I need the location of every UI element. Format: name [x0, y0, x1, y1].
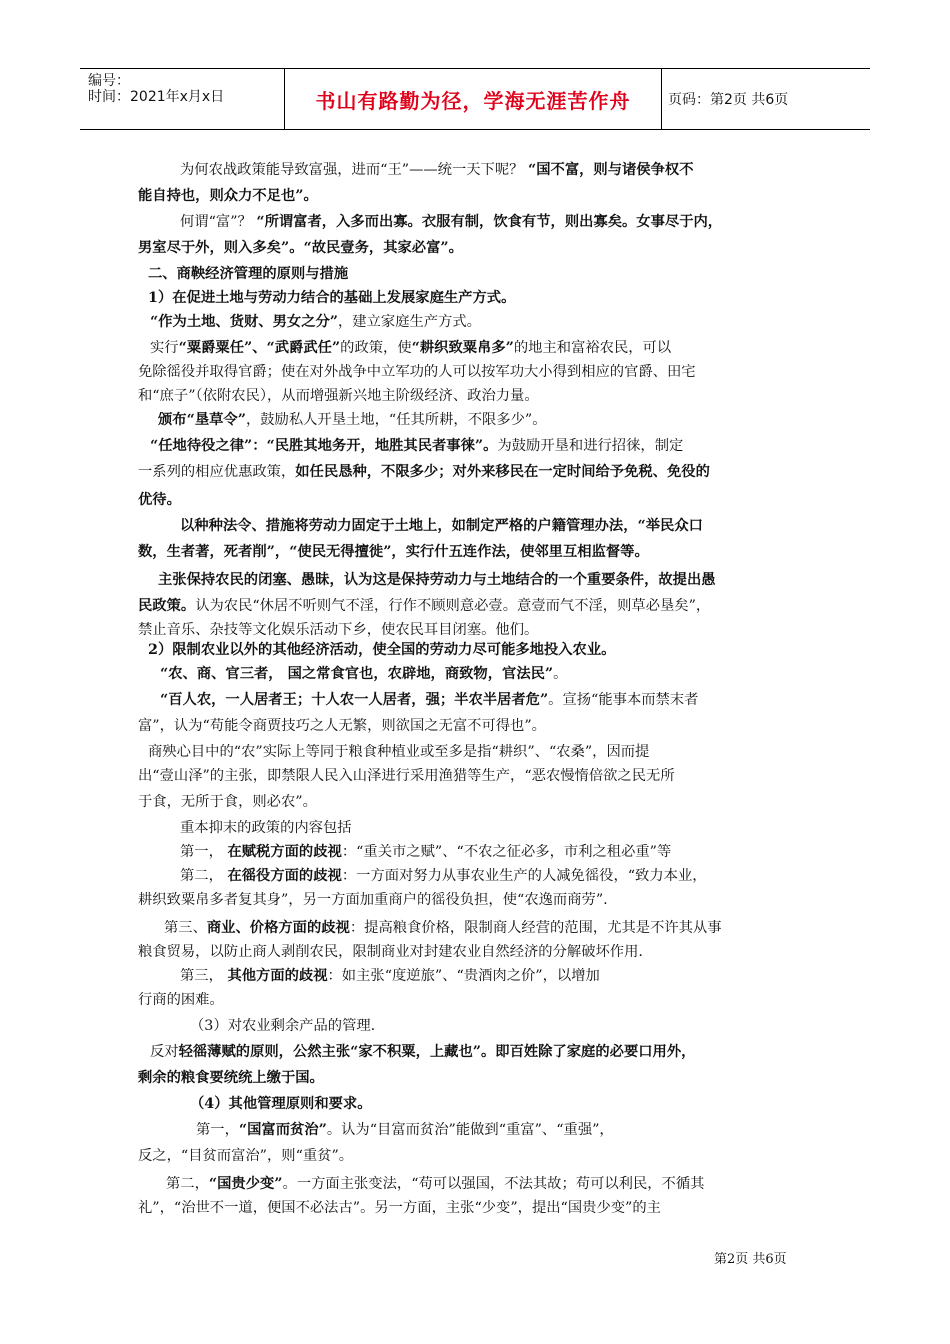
bold-text-segment: 剩余的粮食要统统上缴于国。 [138, 1070, 324, 1086]
text-line [190, 1016, 950, 1036]
text-line [138, 186, 950, 206]
text-segment: 。认为“目富而贫治”能做到“重富”、“重强”， [326, 1122, 614, 1138]
text-segment: 。一方面主张变法，“苟可以强国，不法其故；苟可以利民，不循其 [282, 1176, 705, 1192]
text-segment: 商殃心目中的“农”实际上等同于粮食种植业或至多是指“耕织”、“农桑”，因而提 [148, 744, 650, 760]
text-segment: 行商的困难。 [138, 992, 224, 1008]
header-meta [88, 69, 284, 129]
text-segment: 的政策，使 [340, 340, 412, 356]
bold-text-segment: “粟爵粟任”、“武爵武任” [178, 340, 341, 356]
text-segment: 反对 [150, 1044, 179, 1060]
text-line [138, 462, 950, 482]
text-line [148, 264, 950, 284]
text-segment: 免除徭役并取得官爵；使在对外战争中立军功的人可以按军功大小得到相应的官爵、田宅 [138, 364, 696, 380]
bold-text-segment: “百人农，一人居者王；十人农一人居者，强；半农半居者危” [160, 692, 549, 708]
text-line [138, 990, 950, 1010]
text-line [138, 542, 950, 562]
text-line [164, 918, 950, 938]
text-line [138, 596, 950, 616]
header-motto: 书山有路勤为径，学海无涯苦作舟 [284, 69, 662, 129]
bold-text-segment: “所谓富者，入多而出寡。衣服有制，饮食有节，则出寡矣。女事尽于内， [256, 214, 723, 230]
text-segment: 和“庶子”（依附农民），从而增强新兴地主阶级经济、政治力量。 [138, 388, 539, 404]
doc-date-label: 时间：2021年x月x日 [88, 89, 225, 105]
text-segment: 。宣扬“能事本而禁末者 [548, 692, 699, 708]
text-segment: 。 [553, 666, 568, 682]
bold-text-segment: “任地待役之律”：“民胜其地务开，地胜其民者事徕”。 [150, 438, 498, 454]
text-segment: 为何农战政策能导致富强，进而“王”——统一天下呢？ [180, 162, 528, 178]
bold-text-segment: 男室尽于外，则入多矣”。“故民壹务，其家必富”。 [138, 240, 463, 256]
text-segment: ：如主张“度逆旅”、“贵酒肉之价”，以增加 [327, 968, 600, 984]
text-segment: 第一， [180, 844, 228, 860]
bold-text-segment: 数，生者著，死者削”，“使民无得擅徙”，实行什五连作法，使邻里互相监督等。 [138, 544, 649, 560]
text-segment: ：提高粮食价格，限制商人经营的范围，尤其是不许其从事 [349, 920, 722, 936]
text-line [138, 1146, 950, 1166]
text-line [138, 386, 950, 406]
text-line [150, 436, 950, 456]
bold-text-segment: “农、商、官三者， 国之常食官也，农辟地，商致物，官法民” [160, 666, 554, 682]
text-segment: 的地主和富裕农民，可以 [513, 340, 672, 356]
text-segment: 耕织致粟帛多者复其身”，另一方面加重商户的徭役负担，使“农逸而商劳”. [138, 892, 608, 908]
text-segment: （3）对农业剩余产品的管理. [190, 1018, 376, 1034]
text-line [190, 1094, 950, 1114]
text-line [148, 640, 950, 660]
text-line [148, 288, 950, 308]
text-segment: 出“壹山泽”的主张，即禁限人民入山泽进行采用渔猎等生产，“恶农慢惰倍欲之民无所 [138, 768, 675, 784]
text-line [150, 312, 950, 332]
text-segment: ：“重关市之赋”、“不农之征必多，市利之租必重”等 [341, 844, 672, 860]
text-line [138, 766, 950, 786]
text-segment: 第二， [180, 868, 228, 884]
bold-text-segment: 在赋税方面的歧视 [227, 844, 342, 860]
text-segment: 粮食贸易，以防止商人剥削农民，限制商业对封建农业自然经济的分解破坏作用. [138, 944, 643, 960]
bold-text-segment: “耕织致粟帛多” [411, 340, 514, 356]
header-page-label: 页码：第2页 共6页 [668, 92, 789, 108]
bold-text-segment: “国富而贫治” [238, 1122, 327, 1138]
text-line [166, 1174, 950, 1194]
text-line [160, 690, 950, 710]
text-segment: 重本抑末的政策的内容包括 [180, 820, 352, 836]
text-line [138, 716, 950, 736]
text-line [158, 570, 950, 590]
bold-text-segment: 在徭役方面的歧视 [227, 868, 342, 884]
bold-text-segment: 民政策。 [138, 598, 196, 614]
text-line [180, 516, 950, 536]
bold-text-segment: “国不富，则与诸侯争权不 [528, 162, 694, 178]
bold-text-segment: 二、商鞅经济管理的原则与措施 [148, 266, 349, 282]
bold-text-segment: 其他方面的歧视 [227, 968, 328, 984]
bold-text-segment: 以种种法令、措施将劳动力固定于土地上，如制定严格的户籍管理办法，“举民众口 [180, 518, 703, 534]
text-line [180, 160, 950, 180]
text-segment: 为鼓励开垦和进行招徕，制定 [497, 438, 684, 454]
text-segment: 何谓“富”？ [180, 214, 257, 230]
text-line [180, 212, 950, 232]
text-segment: 富”，认为“苟能令商贾技巧之人无繁，则欲国之无富不可得也”。 [138, 718, 546, 734]
text-line [150, 338, 950, 358]
text-line [180, 866, 950, 886]
text-segment: ：一方面对努力从事农业生产的人减免徭役，“致力本业， [341, 868, 707, 884]
bold-text-segment: 如任民恳种，不限多少；对外来移民在一定时间给予免税、免役的 [295, 464, 710, 480]
text-segment: 认为农民“休居不听则气不淫，行作不顾则意必壹。意壹而气不淫，则草必垦矣”， [195, 598, 711, 614]
bold-text-segment: 能自持也，则众力不足也”。 [138, 188, 318, 204]
text-line [138, 792, 950, 812]
text-segment: 实行 [150, 340, 179, 356]
bold-text-segment: 轻徭薄赋的原则，公然主张“家不积粟，上藏也”。即百姓除了家庭的必要口用外， [178, 1044, 696, 1060]
bold-text-segment: 1）在促进土地与劳动力结合的基础上发展家庭生产方式。 [148, 290, 516, 306]
bold-text-segment: 2）限制农业以外的其他经济活动，使全国的劳动力尽可能多地投入农业。 [148, 642, 616, 658]
text-line [158, 410, 950, 430]
text-line [138, 890, 950, 910]
text-segment: ，建立家庭生产方式。 [338, 314, 481, 330]
bold-text-segment: “作为土地、货财、男女之分” [150, 314, 339, 330]
text-line [148, 742, 950, 762]
text-line [138, 490, 950, 510]
text-segment: 一系列的相应优惠政策， [138, 464, 296, 480]
text-segment: 禁止音乐、杂技等文化娱乐活动下乡，使农民耳目闭塞。他们。 [138, 622, 539, 638]
text-line [138, 942, 950, 962]
text-line [180, 842, 950, 862]
text-line [138, 238, 950, 258]
page-footer: 第2页 共6页 [714, 1252, 787, 1267]
text-line [138, 620, 950, 640]
page-header [80, 68, 870, 130]
bold-text-segment: “国贵少变” [208, 1176, 283, 1192]
text-segment: 反之，“目贫而富治”，则“重贫”。 [138, 1148, 354, 1164]
doc-number-label: 编号： [88, 73, 130, 89]
bold-text-segment: （4）其他管理原则和要求。 [190, 1096, 372, 1112]
bold-text-segment: 颁布“垦草令” [158, 412, 246, 428]
text-segment: 第一， [196, 1122, 239, 1138]
text-segment: ，鼓励私人开垦土地，“任其所耕，不限多少”。 [245, 412, 547, 428]
bold-text-segment: 商业、价格方面的歧视 [206, 920, 350, 936]
text-segment: 礼”，“治世不一道，便国不必法古”。另一方面，主张“少变”，提出“国贵少变”的主 [138, 1200, 661, 1216]
text-segment: 于食，无所于食，则必农”。 [138, 794, 317, 810]
text-line [138, 362, 950, 382]
text-line [160, 664, 950, 684]
bold-text-segment: 优待。 [138, 492, 181, 508]
text-line [138, 1198, 950, 1218]
text-line [180, 966, 950, 986]
text-line [180, 818, 950, 838]
text-line [196, 1120, 950, 1140]
text-segment: 第二， [166, 1176, 209, 1192]
text-segment: 第三， [180, 968, 228, 984]
text-line [150, 1042, 950, 1062]
text-line [138, 1068, 950, 1088]
text-segment: 第三、 [164, 920, 207, 936]
bold-text-segment: 主张保持农民的闭塞、愚昧，认为这是保持劳动力与土地结合的一个重要条件，故提出愚 [158, 572, 716, 588]
